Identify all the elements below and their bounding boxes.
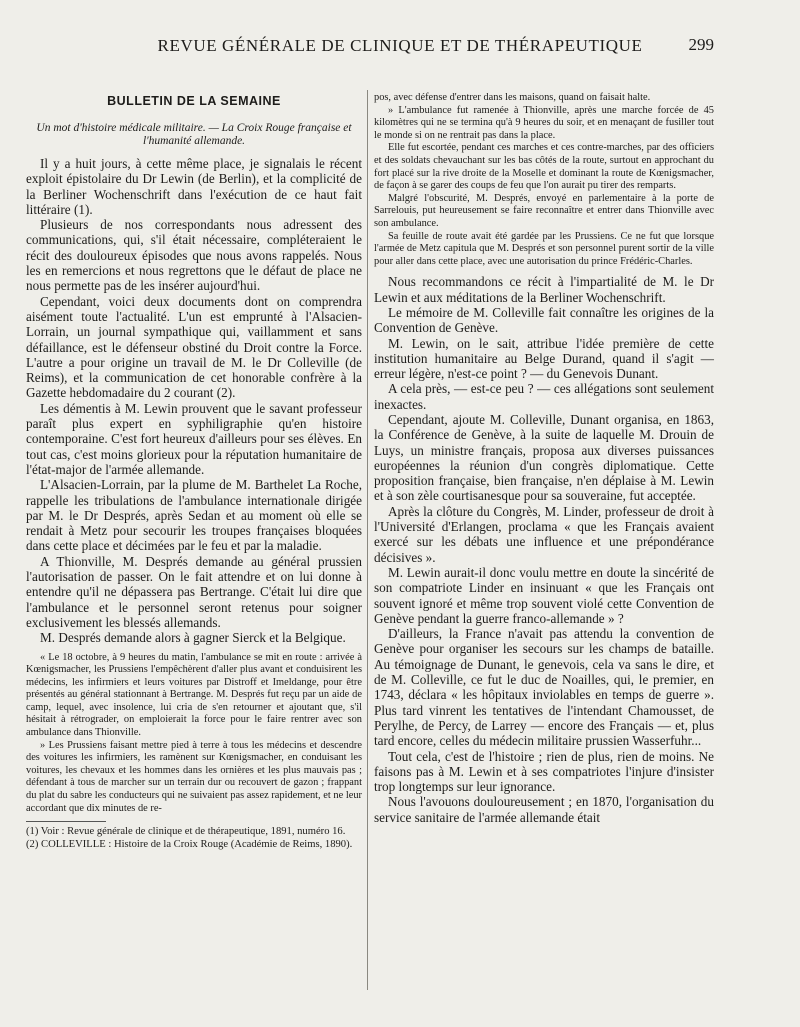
quoted-paragraph: pos, avec défense d'entrer dans les maisons, quand on faisait halte. xyxy=(374,92,651,103)
section-title: BULLETIN DE LA SEMAINE xyxy=(107,94,281,108)
paragraph: A Thionville, M. Després demande au général prussien l'autorisation de passer. On le fait attendre et on lui donne à entendre qu'il ne dépassera pas Bertrange. C'était lui dire que l'ambulance et le personnel seront retenus pour soigner exclusivement les blessés allemands. xyxy=(26,553,362,630)
article-subtitle: Un mot d'histoire médicale militaire. — La Croix Rouge française et l'humanité allemande. xyxy=(36,122,352,147)
paragraph: M. Lewin aurait-il donc voulu mettre en doute la sincérité de son compatriote Linder en insinuant « que les Français ont souvent ignoré et même trop souvent violé cette Convention de Genève pendant la guerre franco-allemande » ? xyxy=(374,564,714,626)
left-column xyxy=(26,88,362,851)
paragraph: Tout cela, c'est de l'histoire ; rien de plus, rien de moins. Ne faisons pas à M. Lewin et à ses compatriotes l'injure d'insister trop longtemps sur leur ignorance. xyxy=(374,748,714,795)
footnote: (1) Voir : Revue générale de clinique et de thérapeutique, 1891, numéro 16. xyxy=(26,826,346,838)
quoted-paragraph: » Les Prussiens faisant mettre pied à terre à tous les médecins et descendre des voitures les infirmiers, les ramènent sur Kœnigsmacher, en conduisant les voitures, les chevaux et les hommes dans les ornières et les plus mauvais pas ; défendant à tous de marcher sur un terrain dur ou recouvert de gazon ; frappant du plat du sabre les conducteurs qui ne suivaient pas assez rapidement, et ne leur accordant que dix minutes de re- xyxy=(26,739,362,814)
quoted-paragraph: » L'ambulance fut ramenée à Thionville, après une marche forcée de 45 kilomètres qui ne se termina qu'à 9 heures du soir, et en menaçant de fusiller tout le monde si on ne rentrait pas dans la place. xyxy=(374,104,714,141)
quoted-paragraph: « Le 18 octobre, à 9 heures du matin, l'ambulance se mit en route : arrivée à Kœnigsmacher, les Prussiens l'empêchèrent d'aller plus avant et conduisirent les médecins, les infirmiers et leurs voitures par Distroff et Imeldange, pour être présentés au général stationnant à Bertrange. M. Després fut reçu par un aide de camp, lequel, avec insolence, lui cria de s'en retourner et ajoutant que, s'il hésitait à rétrograder, on emploierait la force pour le faire rentrer avec son ambulance dans Thionville. xyxy=(26,651,362,739)
right-column xyxy=(374,92,714,825)
paragraph: A cela près, — est-ce peu ? — ces allégations sont seulement inexactes. xyxy=(374,381,714,412)
running-head: REVUE GÉNÉRALE DE CLINIQUE ET DE THÉRAPEUTIQUE xyxy=(157,36,643,55)
paragraph: Les démentis à M. Lewin prouvent que le savant professeur paraît plus expert en syphiligraphie qu'en histoire contemporaine. C'est fort heureux d'ailleurs pour ses élèves. En tout cas, c'est moins glorieux pour la réputation humanitaire de l'état-major de l'armée allemande. xyxy=(26,400,362,477)
paragraph: M. Després demande alors à gagner Sierck et la Belgique. xyxy=(40,630,346,646)
quoted-paragraph: Sa feuille de route avait été gardée par les Prussiens. Ce ne fut que lorsque l'armée de Metz capitula que M. Després et son personnel purent sortir de la ville pour aller dans cette place, avec une autorisation du prince Frédéric-Charles. xyxy=(374,230,714,267)
paragraph: Cependant, ajoute M. Colleville, Dunant organisa, en 1863, la Conférence de Genève, à la suite de laquelle M. Drouin de Luys, un ministre français, proposa aux diverses puissances européennes la réunion d'un congrès diplomatique. Cette proposition française, bien française, n'en déplaise à M. Lewin et à son zèle courtisanesque pour sa souveraine, fut acceptée. xyxy=(374,411,714,504)
paragraph: Il y a huit jours, à cette même place, je signalais le récent exploit épistolaire du Dr Lewin (de Berlin), et la complicité de la Berliner Wochenschrift dans l'exécution de ce haut fait littéraire (1). xyxy=(26,156,362,217)
quoted-paragraph: Elle fut escortée, pendant ces marches et ces contre-marches, par des officiers et des soldats chevauchant sur les bas côtés de la route, surtout en approchant du fort placé sur la rive droite de la Moselle et dominant la route de Kœnigsmacher, de façon à se garer des coups de feu que l'on aurait pu tirer des remparts. xyxy=(374,142,714,192)
page-number: 299 xyxy=(688,35,714,54)
paragraph: M. Lewin, on le sait, attribue l'idée première de cette institution humanitaire au Belge Durand, quand il s'agit — erreur légère, n'est-ce point ? — du Genevois Dunant. xyxy=(374,335,714,382)
paragraph: Cependant, voici deux documents dont on comprendra aisément toute l'actualité. L'un est emprunté à l'Alsacien-Lorrain, un journal sympathique qui, vaillamment et sans défaillance, est le défenseur obstiné du Droit contre la Force. L'autre a pour origine un travail de M. le Dr Colleville (de Reims), et la communication de cet honorable confrère à la Gazette hebdomadaire du 2 courant (2). xyxy=(26,293,362,401)
footnote-rule xyxy=(26,821,106,822)
paragraph: Plusieurs de nos correspondants nous adressent des communications, qui, s'il était nécessaire, compléteraient le récit des douloureux épisodes que nous avons rappelés. Nous les en remercions et nous regrettons que le défaut de place ne nous permette pas de les insérer aujourd'hui. xyxy=(26,217,362,294)
paragraph: D'ailleurs, la France n'avait pas attendu la convention de Genève pour organiser les secours sur les champs de bataille. Au témoignage de Dunant, le genevois, cela va sans le dire, et de M. Colleville, ce fut le duc de Noailles, qui, le premier, en 1743, déclara « les hôpitaux inviolables en temps de guerre ». Plus tard vinrent les tentatives de l'intendant Chamousset, de Perylhe, de Percy, de Larrey — encore des Français — et, plus tard encore, celles du médecin militaire prussien Wasserfuhr... xyxy=(374,626,714,749)
paragraph: Après la clôture du Congrès, M. Linder, professeur de droit à l'Université d'Erlangen, proclama « que les Français avaient exercé sur les débats une influence et une prépondérance décisives ». xyxy=(374,503,714,565)
paragraph: Nous recommandons ce récit à l'impartialité de M. le Dr Lewin et aux méditations de la Berliner Wochenschrift. xyxy=(374,274,714,305)
paragraph: Nous l'avouons douloureusement ; en 1870, l'organisation du service sanitaire de l'armée allemande était xyxy=(374,794,714,825)
paragraph: Le mémoire de M. Colleville fait connaître les origines de la Convention de Genève. xyxy=(374,304,714,336)
column-divider xyxy=(367,90,368,990)
paragraph: L'Alsacien-Lorrain, par la plume de M. Barthelet La Roche, rappelle les tribulations de l'ambulance internationale dirigée par M. le Dr Després, après Sedan et au moment où elle se rendait à Metz pour secourir les troupes françaises bloquées dans cette place et décimées par le feu et par la maladie. xyxy=(26,477,362,554)
quoted-paragraph: Malgré l'obscurité, M. Després, envoyé en parlementaire à la porte de Sarrelouis, put heureusement se faire reconnaître et entrer dans Thionville avec son ambulance. xyxy=(374,192,714,229)
footnote: (2) COLLEVILLE : Histoire de la Croix Rouge (Académie de Reims, 1890). xyxy=(26,838,353,850)
